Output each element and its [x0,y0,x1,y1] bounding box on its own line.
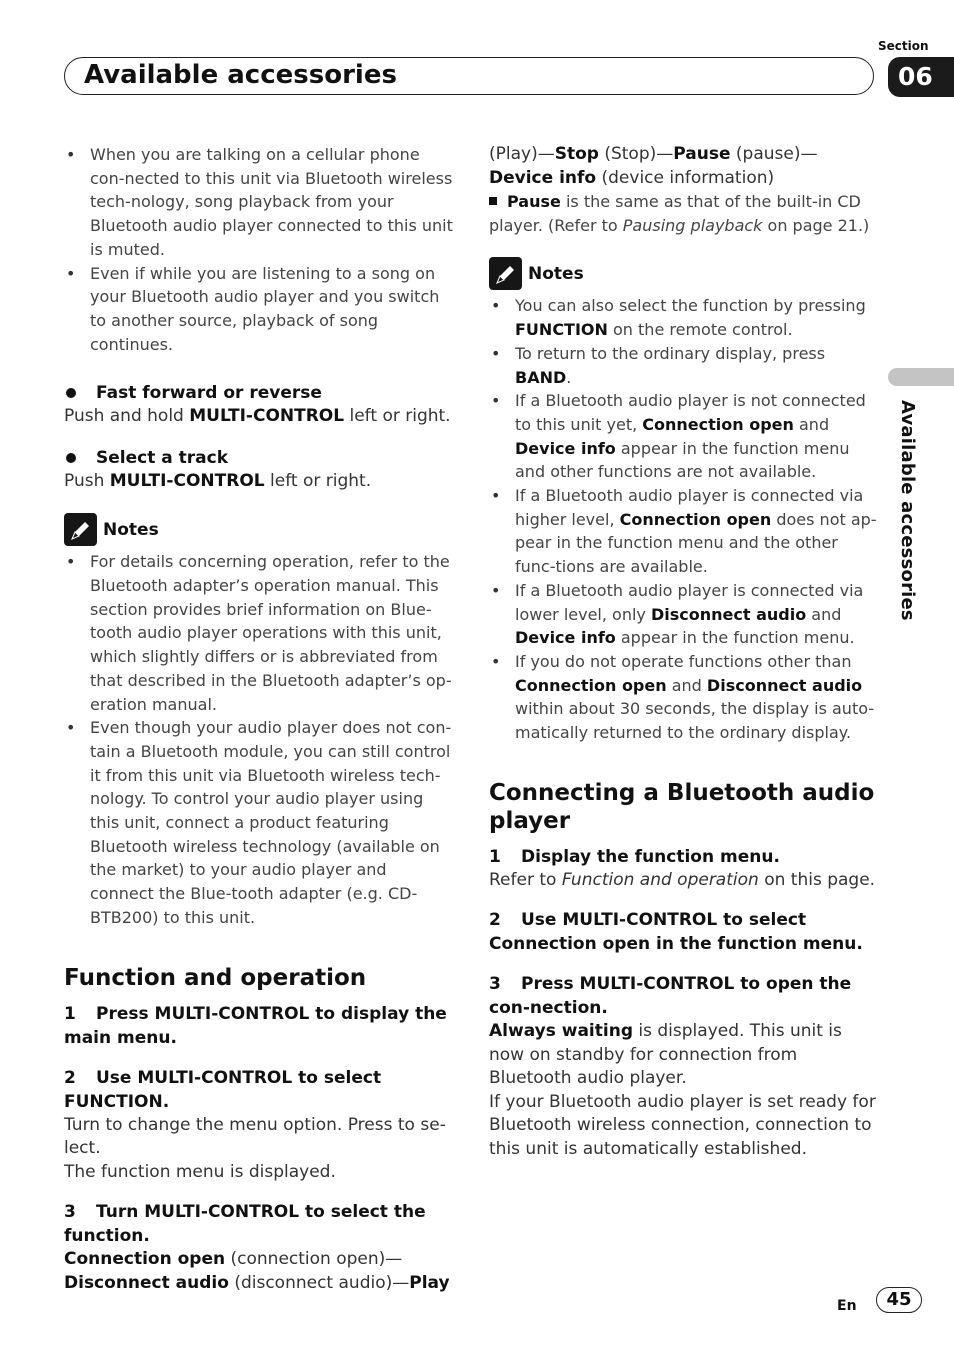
note-text: and [671,675,702,695]
function-desc: (Play)— [489,144,555,164]
pencil-icon [489,257,522,290]
step-number: 2 [64,1067,76,1088]
track-text-post: left or right. [270,470,372,491]
pause-label: Pause [507,192,561,211]
function-connection-open: Connection open [64,1249,226,1270]
page-number: 45 [876,1287,922,1313]
side-tab-label: Available accessories [897,400,918,621]
function-stop: Stop [554,144,599,164]
note-text: and [799,414,830,434]
note-text: If a Bluetooth audio player is connected via higher level, [515,486,864,529]
step-text: Use MULTI-CONTROL to select FUNCTION. [64,1067,382,1112]
ff-text-pre: Push and hold [64,406,184,427]
notes-label: Notes [528,263,584,284]
list-item [489,389,879,484]
step-body-text: Refer to [489,869,557,890]
step-2-body-2: The function menu is displayed. [64,1161,336,1182]
track-heading-text: Select a track [96,447,229,468]
connect-step-3 [489,972,879,1020]
square-bullet-icon [489,197,497,205]
function-disconnect-audio: Disconnect audio [64,1272,229,1293]
step-text: Press MULTI-CONTROL to open the con-nection. [489,974,852,1019]
function-desc: (device information) [601,167,775,188]
left-column [64,142,454,1295]
step-1 [64,1002,454,1050]
list-item: • Even if while you are listening to a song on your Bluetooth audio player and you switch to another source, playback of song continues. [64,262,454,357]
function-desc: (Stop)— [604,144,674,164]
ff-text-bold: MULTI-CONTROL [189,406,345,427]
function-device-info: Device info [489,167,597,188]
step-3 [64,1200,454,1248]
note-bold: Connection open [642,414,794,434]
function-desc: (disconnect audio)— [234,1272,410,1293]
note-bold: FUNCTION [515,320,608,340]
note-text: If a Bluetooth audio player is connected via lower level, only [515,580,864,624]
note-text: appear in the function menu. [620,628,855,648]
ff-heading [64,381,454,405]
side-tab-marker [888,368,954,386]
right-column [489,142,879,1161]
notes-label: Notes [103,519,159,540]
pause-text: is the same as that of the built-in CD player. (Refer to [489,192,861,235]
pause-reference: Pausing playback [622,215,763,235]
note-text: within about 30 seconds, the display is auto-matically returned to the ordinary display. [515,699,875,743]
step-body-text: is displayed. This unit is now on standby for connection from Bluetooth audio player. [489,1021,842,1089]
track-text-pre: Push [64,470,105,491]
connect-step-2 [489,908,879,956]
step-number: 3 [489,974,501,995]
function-list-a [64,1248,454,1295]
notes-heading-right [489,257,879,290]
list-item: • For details concerning operation, refer to the Bluetooth adapter’s operation manual. This section provides brief information on Blue-tooth audio player operations with this unit, which slightly differs or is abbreviated from that described in the Bluetooth adapter’s op-eration manual. [64,550,454,716]
list-item [489,650,879,745]
step-text: Press MULTI-CONTROL to display the main menu. [64,1003,447,1048]
step-number: 1 [64,1003,76,1024]
ff-text [64,405,454,429]
note-bold: Connection open [619,509,772,529]
step-body-reference: Function and operation [561,869,759,890]
function-pause: Pause [673,144,731,164]
step-number: 3 [64,1202,76,1223]
pause-text-post: on page 21.) [767,215,870,235]
connect-heading: Connecting a Bluetooth audio player [489,779,875,834]
track-heading [64,446,454,470]
list-item: • Even though your audio player does not con-tain a Bluetooth module, you can still control it from this unit via Bluetooth wireless tech-nology. To control your audio player using this unit, connect a product featuring Bluetooth wireless technology (available on the market) to your audio player and connect the Blue-tooth adapter (e.g. CD-BTB200) to this unit. [64,716,454,929]
track-text-bold: MULTI-CONTROL [109,470,265,491]
note-text: If a Bluetooth audio player is not connected to this unit yet, [515,391,866,434]
list-item [489,579,879,650]
connect-step-3-body [489,1020,879,1091]
step-number: 2 [489,910,501,931]
step-2 [64,1066,454,1114]
section-label: Section [878,39,929,53]
note-text: and [811,604,842,624]
step-text: Turn MULTI-CONTROL to select the function. [64,1202,426,1247]
connect-step-1-body [489,869,879,893]
track-text [64,470,454,494]
note-text: . [566,367,572,387]
note-text: If you do not operate functions other than [515,651,852,671]
note-bold: Device info [515,628,616,648]
notes-list-right [489,294,879,744]
connect-step-1 [489,845,879,869]
step-number: 1 [489,846,501,867]
function-desc: (pause)— [735,144,818,164]
note-bold: BAND [515,367,567,387]
note-bold: Disconnect audio [650,604,807,624]
function-heading: Function and operation [64,964,367,991]
connect-step-3-body-2: If your Bluetooth audio player is set ready for Bluetooth wireless connection, connection to this unit is automatically established. [489,1091,876,1159]
ff-heading-text: Fast forward or reverse [96,383,322,404]
language-label: En [837,1298,857,1314]
note-bold: Device info [515,438,616,458]
list-item: • When you are talking on a cellular phone con-nected to this unit via Bluetooth wireless tech-nology, song playback from your Bluetooth audio player connected to this unit is muted. [64,143,454,262]
page-title: Available accessories [84,60,397,90]
pencil-icon [64,513,97,546]
section-number: 06 [888,57,954,97]
note-text: You can also select the function by pressing [515,296,866,316]
notes-list [64,550,454,929]
note-bold: Disconnect audio [706,675,863,695]
pause-note [489,190,879,237]
step-body-text: on this page. [764,869,876,890]
list-item [489,342,879,389]
list-item [489,294,879,341]
step-2-body: Turn to change the menu option. Press to se-lect. [64,1114,446,1159]
notes-heading [64,513,454,546]
step-text: Display the function menu. [521,846,780,867]
step-text: Use MULTI-CONTROL to select Connection open in the function menu. [489,910,863,955]
intro-bullet-list [64,143,454,356]
function-play: Play [409,1272,450,1293]
note-text: appear in the function menu and other functions are not available. [515,438,850,482]
step-body-bold: Always waiting [489,1021,633,1042]
list-item [489,484,879,579]
function-desc: (connection open)— [230,1249,403,1270]
note-text: does not ap-pear in the function menu and the other func-tions are available. [515,509,877,577]
ff-text-post: left or right. [349,406,451,427]
function-list-b [489,143,879,190]
note-text: To return to the ordinary display, press [515,343,826,363]
note-text: on the remote control. [613,320,793,340]
note-bold: Connection open [515,675,667,695]
